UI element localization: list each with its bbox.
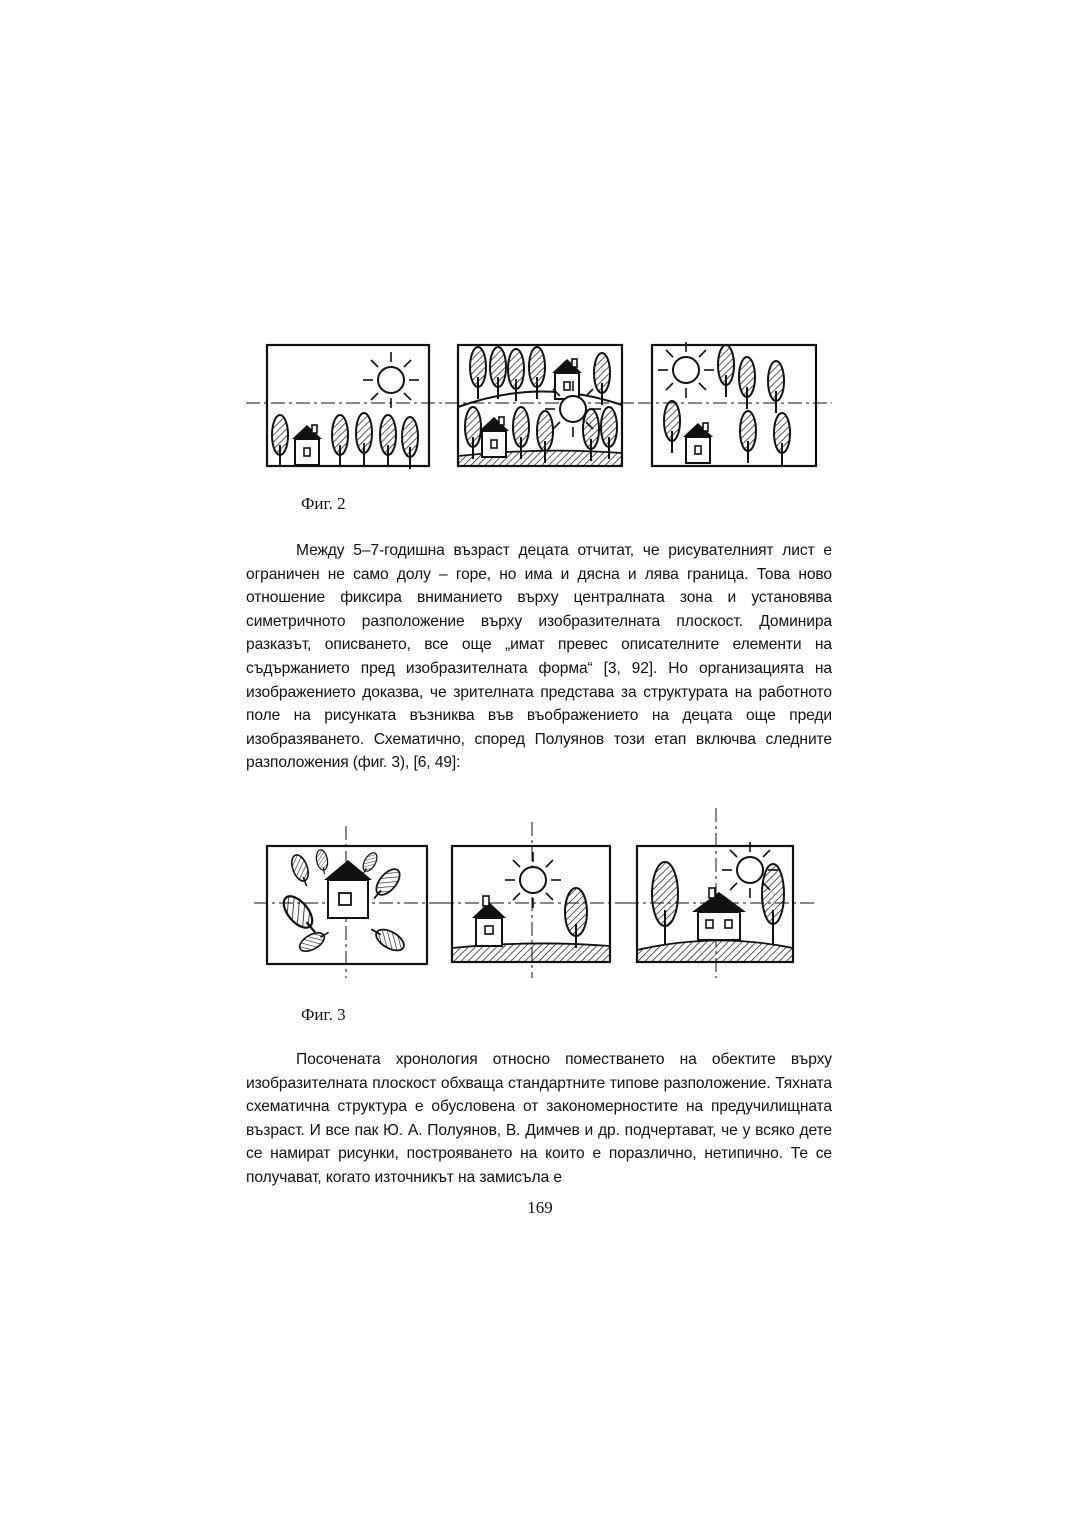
- fig2-panel-3: [638, 342, 832, 466]
- figure-2-caption: Фиг. 2: [301, 494, 346, 513]
- figure-2: [240, 335, 840, 475]
- figure-3: [240, 800, 840, 980]
- paragraph-2: Посочената хронология относно поместването на обектите върху изобразителната плоскост обхваща стандартните типове разположение. Тяхната схематична структура е обусловена от закономерностите на предучилищната възраст. И все пак Ю. А. Полуянов, В. Димчев и др. подчертават, че у всяко дете се намират рисунки, построяването на които е поразлично, нетипично. Те се получават, когато източникът на замисъла е: [246, 1051, 832, 1186]
- page-number: 169: [527, 1198, 553, 1217]
- fig3-panel-3: [625, 808, 818, 978]
- paragraph-1: Между 5–7-годишна възраст децата отчитат, че рисувателният лист е ограничен не само долу – горе, но има и дясна и лява граница. Това ново отношение фиксира вниманието върху централната зона и установява симетричното разположение върху изобразителната плоскост. Доминира разказът, описването, все още „имат превес описателните елементи на съдържанието пред изобразителната форма“ [3, 92]. Но организацията на изображението доказва, че зрителната представа за структурата на работното поле на рисунката възниква във въображението на децата още преди изобразяването. Схематично, според Полуянов този етап включва следните разположения (фиг. 3), [6, 49]:: [246, 542, 832, 772]
- fig3-panel-1: [254, 826, 440, 978]
- fig2-panel-2: [445, 345, 638, 466]
- fig2-panel-1: [246, 345, 450, 469]
- figure-3-caption: Фиг. 3: [301, 1005, 346, 1024]
- fig3-panel-2: [440, 822, 625, 978]
